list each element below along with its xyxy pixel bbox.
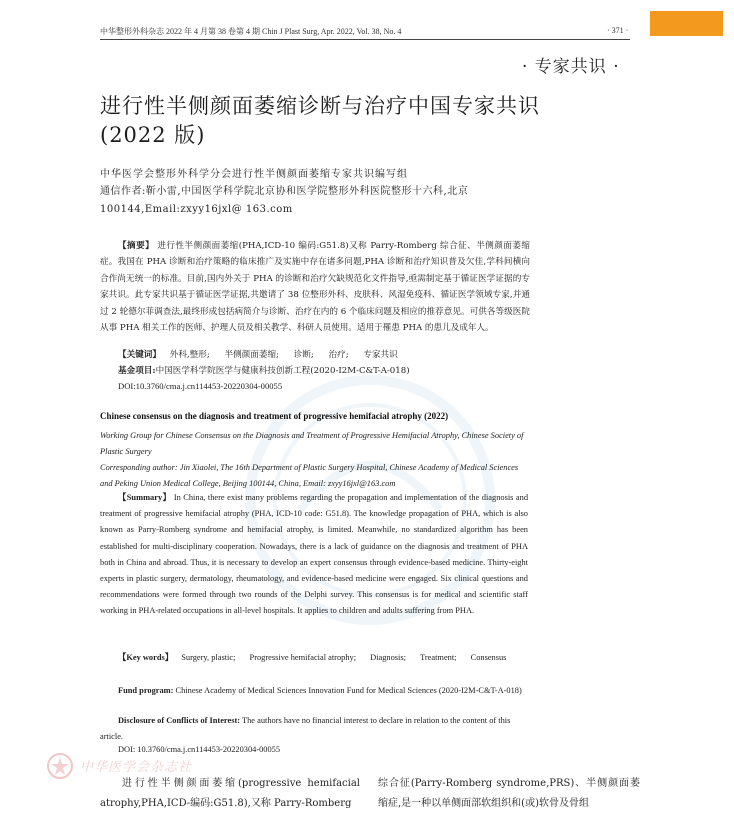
publisher-logo-icon <box>46 752 74 780</box>
publisher-logo-text: 中华医学会杂志社 <box>80 760 193 775</box>
fund-zh-text: 中国医学科学院医学与健康科技创新工程(2020-I2M-C&T-A-018) <box>155 366 410 376</box>
abstract-zh-text: 进行性半侧颜面萎缩(PHA,ICD-10 编码:G51.8)又称 Parry-Romberg 综合征、半侧颜面萎缩症。我国在 PHA 诊断和治疗策略的临床推广及实施中存在诸多问题,PHA 诊断和治疗知识普及欠佳,学科间横向合作尚无统一的标准。目前,国内外关于 PHA 的诊断和治疗欠缺规范化文件指导,亟需制定基于循证医学证据的专家共识。此专家共识基于循证医学证据,共邀请了 38 位整形外科、皮肤科、风湿免疫科、循证医学领域专家,并通过 2 轮德尔菲调查法,最终形成包括病简介与诊断、治疗在内的 6 个临床问题及相应的推荐意见。可供各等级医院从事 PHA 相关工作的医师、护理人员及相关教学、科研人员使用。适用于罹患 PHA 的患儿及成年人。 <box>100 241 530 334</box>
keyword-en: Diagnosis; <box>370 653 406 662</box>
disclosure-text: The authors have no financial interest to declare in relation to the content of this article. <box>100 716 511 741</box>
doi-zh: DOI:10.3760/cma.j.cn114453-20220304-00055 <box>118 381 283 391</box>
keyword-zh: 专家共识 <box>363 350 398 360</box>
keyword-zh: 半侧颜面萎缩; <box>224 350 279 360</box>
abstract-zh <box>100 238 530 336</box>
english-summary <box>100 490 528 620</box>
english-fund <box>100 683 528 699</box>
abstract-zh-label: 【摘要】 <box>118 241 155 251</box>
english-keywords-label: 【Key words】 <box>118 653 174 662</box>
english-doi: DOI: 10.3760/cma.j.cn114453-20220304-00055 <box>118 745 281 754</box>
body-column-left: 进行性半侧颜面萎缩(progressive hemifacial atrophy,PHA,ICD-编码:G51.8),又称 Parry-Romberg <box>100 778 360 809</box>
english-fund-text: Chinese Academy of Medical Sciences Innovation Fund for Medical Sciences (2020-I2M-C&T-A-018) <box>175 686 522 695</box>
fund-zh-label: 基金项目: <box>118 366 156 376</box>
keywords-zh-label: 【关键词】 <box>118 350 161 360</box>
body-column-right: 综合征(Parry-Romberg syndrome,PRS)、半侧颜面萎缩症,是一种以单侧面部软组织和(或)软骨及骨组 <box>378 778 640 809</box>
english-correspondence: Corresponding author: Jin Xiaolei, The 16th Department of Plastic Surgery Hospital, Chinese Academy of Medical Sciences and Peking Union Medical College, Beijing 100144, China, Email: zxyy16jxl@163.com <box>100 463 519 488</box>
english-fund-label: Fund program: <box>118 686 174 695</box>
summary-text: In China, there exist many problems regarding the propagation and implementation of the diagnosis and treatment of progressive hemifacial atrophy (PHA, ICD-10 code: G51.8). The knowledge propagation of PHA, which is also known as Parry-Romberg syndrome and hemifacial atrophy, is limited. Meanwhile, no standardized algorithm has been established for multi-disciplinary cooperation. Nowadays, there is a lack of guidance on the diagnosis and treatment of PHA both in China and abroad. Thus, it is necessary to develop an expert consensus through evidence-based medicine. Thirty-eight experts in plastic surgery, dermatology, rheumatology, and evidence-based medicine were engaged. Six clinical questions and recommendations were formed through two rounds of the Delphi survey. This consensus is for medical and scientific staff working in PHA-related occupations in all-level hospitals. It applies to children and adults suffering from PHA. <box>100 493 529 616</box>
english-group: Working Group for Chinese Consensus on the Diagnosis and Treatment of Progressive Hemifacial Atrophy, Chinese Society of Plastic Surgery <box>100 431 524 456</box>
page-number: · 371 · <box>607 26 629 35</box>
correspondence-zh: 通信作者:靳小雷,中国医学科学院北京协和医学院整形外科医院整形十六科,北京 100144,Email:zxyy16jxl@ 163.com <box>100 186 469 215</box>
keyword-en: Progressive hemifacial atrophy; <box>249 653 357 662</box>
journal-color-tab <box>650 11 723 36</box>
journal-header: 中华整形外科杂志 2022 年 4 月第 38 卷第 4 期 Chin J Plast Surg, Apr. 2022, Vol. 38, No. 4 <box>100 27 402 36</box>
keyword-en: Consensus <box>470 653 507 662</box>
summary-label: 【Summary】 <box>118 493 172 502</box>
keyword-zh: 诊断; <box>293 350 314 360</box>
english-keywords <box>100 650 528 666</box>
header-rule <box>100 39 630 40</box>
keyword-zh: 外科,整形; <box>169 350 210 360</box>
english-disclosure <box>100 713 528 745</box>
authors-zh: 中华医学会整形外科学分会进行性半侧颜面萎缩专家共识编写组 <box>100 169 408 180</box>
article-title: 进行性半侧颜面萎缩诊断与治疗中国专家共识(2022 版) <box>100 94 540 147</box>
english-title: Chinese consensus on the diagnosis and treatment of progressive hemifacial atrophy (2022) <box>100 411 449 421</box>
fund-zh <box>118 364 410 376</box>
disclosure-label: Disclosure of Conflicts of Interest: <box>118 716 241 725</box>
keywords-zh <box>118 348 404 360</box>
keyword-en: Treatment; <box>420 653 457 662</box>
section-label: · 专家共识 · <box>522 57 620 77</box>
keyword-zh: 治疗; <box>328 350 349 360</box>
keyword-en: Surgery, plastic; <box>181 653 236 662</box>
